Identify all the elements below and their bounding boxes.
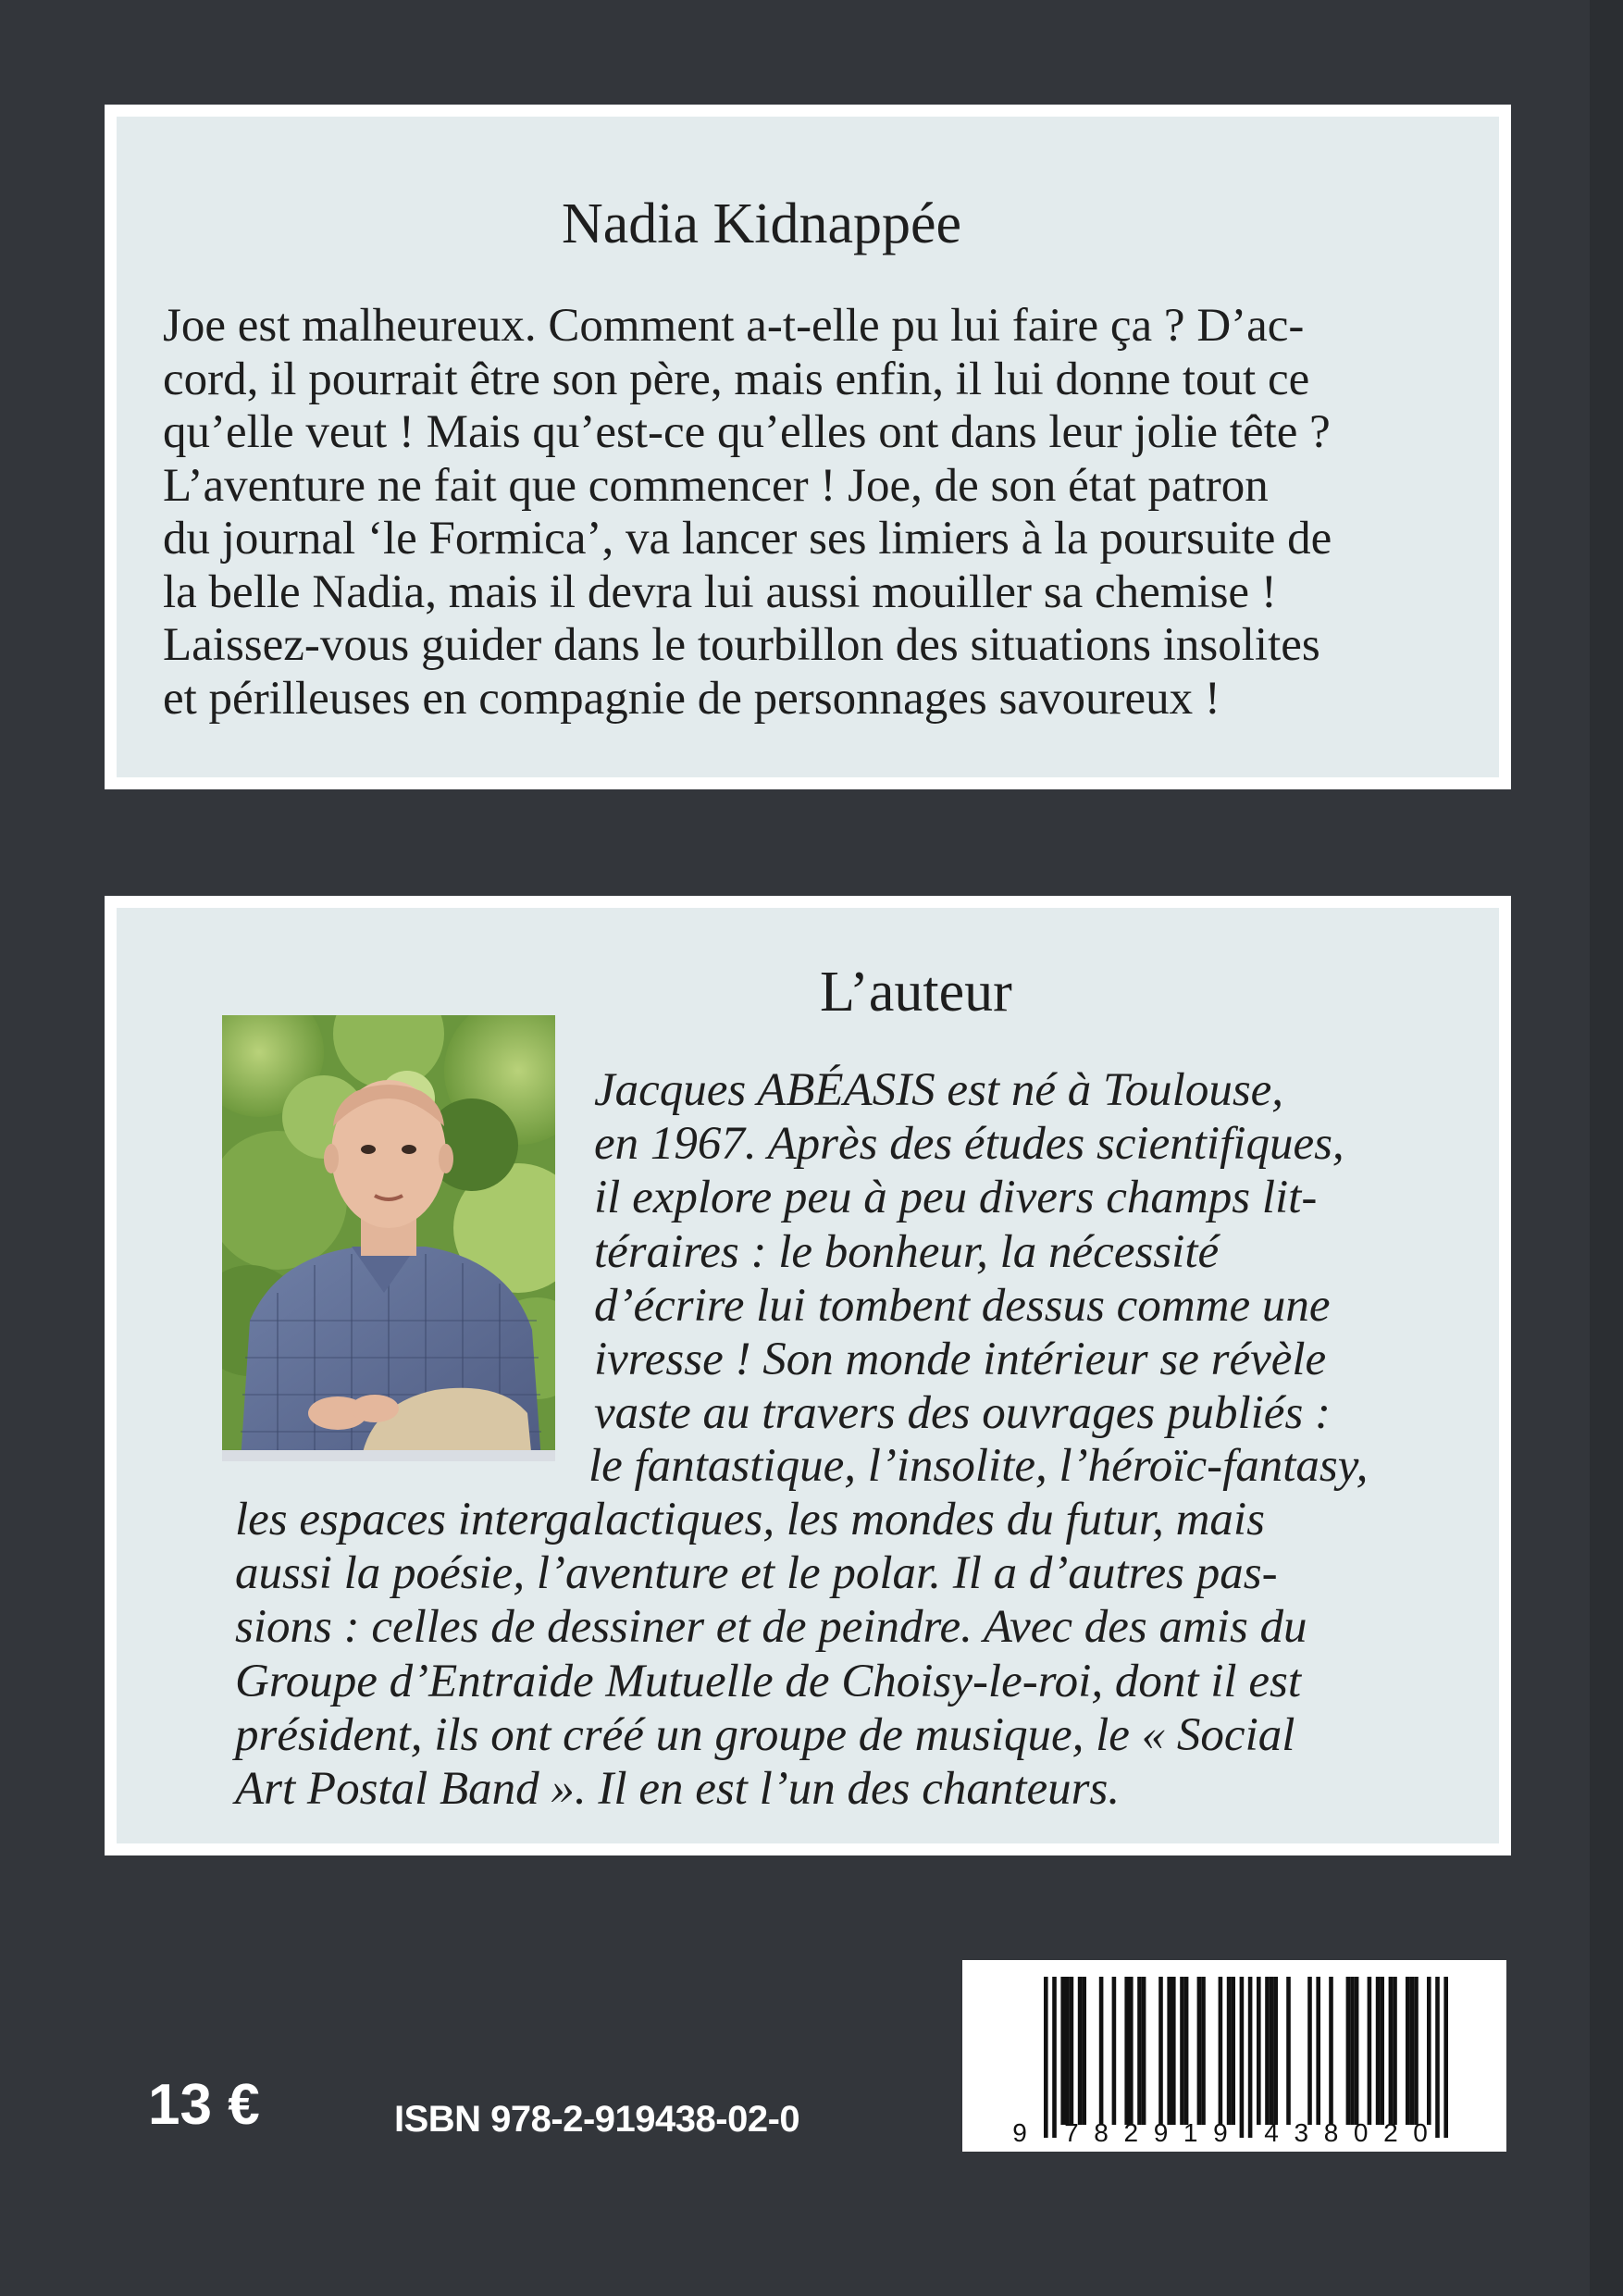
barcode-bar — [1350, 1977, 1355, 2125]
barcode-bar — [1142, 1977, 1146, 2125]
barcode-bar — [1265, 1977, 1270, 2125]
summary-panel — [105, 105, 1511, 789]
barcode-bar — [1137, 1977, 1142, 2125]
barcode-bar — [1286, 1977, 1291, 2125]
barcode-bar — [1316, 1977, 1320, 2125]
barcode-digit: 4 — [1264, 2118, 1279, 2147]
author-bio-line: les espaces intergalactiques, les mondes du futur, mais — [235, 1494, 1265, 1545]
barcode-digit: 8 — [1094, 2118, 1109, 2147]
barcode-digit: 2 — [1123, 2118, 1139, 2147]
author-bio-line: président, ils ont créé un groupe de musique, le « Social — [235, 1708, 1295, 1761]
barcode — [962, 1960, 1506, 2152]
barcode-bar — [1240, 1977, 1245, 2138]
barcode-bar — [1435, 1977, 1440, 2138]
barcode-bar — [1248, 1977, 1253, 2138]
barcode-bar — [1427, 1977, 1431, 2125]
barcode-bar — [1065, 1977, 1070, 2125]
summary-line: la belle Nadia, mais il devra lui aussi mouiller sa chemise ! — [163, 565, 1277, 618]
barcode-bar — [1376, 1977, 1381, 2125]
barcode-bar — [1099, 1977, 1104, 2125]
barcode-digit: 7 — [1064, 2118, 1079, 2147]
barcode-digits — [1012, 2118, 1428, 2147]
barcode-bar — [1070, 1977, 1074, 2125]
barcode-bar — [1197, 1977, 1202, 2125]
barcode-bar — [1171, 1977, 1176, 2125]
summary-line: du journal ‘le Formica’, va lancer ses limiers à la poursuite de — [163, 513, 1332, 565]
barcode-digit: 9 — [1153, 2118, 1169, 2147]
author-bio-line: téraires : le bonheur, la nécessité — [594, 1225, 1220, 1278]
barcode-graphic — [962, 1960, 1506, 2152]
summary-line: qu’elle veut ! Mais qu’est-ce qu’elles ont dans leur jolie tête ? — [163, 406, 1331, 458]
barcode-bar — [1355, 1977, 1359, 2125]
summary-line: L’aventure ne fait que commencer ! Joe, de son état patron — [163, 459, 1269, 512]
barcode-bar — [1201, 1977, 1206, 2125]
author-bio-line: Groupe d’Entraide Mutuelle de Choisy-le-roi, dont il est — [235, 1655, 1302, 1707]
barcode-bar — [1410, 1977, 1415, 2125]
barcode-bar — [1052, 1977, 1057, 2138]
author-bio-line: le fantastique, l’insolite, l’héroïc-fantasy, — [588, 1440, 1369, 1492]
barcode-digit: 9 — [1012, 2118, 1027, 2147]
summary-panel-inner — [117, 117, 1499, 777]
barcode-bar — [1231, 1977, 1235, 2125]
barcode-digit: 1 — [1183, 2118, 1198, 2147]
barcode-digit: 3 — [1294, 2118, 1309, 2147]
barcode-digit: 0 — [1353, 2118, 1369, 2147]
summary-line: Laissez-vous guider dans le tourbillon des situations insolites — [163, 619, 1320, 671]
book-title-text: Nadia Kidnappée — [561, 192, 962, 255]
isbn-label: ISBN 978-2-919438-02-0 — [394, 2099, 800, 2140]
author-bio-line: aussi la poésie, l’aventure et le polar. Il a d’autres pas- — [235, 1547, 1278, 1600]
barcode-bars — [1044, 1977, 1448, 2138]
author-bio-beside-photo — [594, 1063, 1344, 1440]
barcode-bar — [1443, 1977, 1448, 2138]
barcode-bar — [1414, 1977, 1419, 2125]
summary-line: et périlleuses en compagnie de personnages savoureux ! — [163, 672, 1220, 725]
summary-text — [163, 300, 1477, 726]
summary-line: cord, il pourrait être son père, mais enfin, il lui donne tout ce — [163, 353, 1310, 405]
barcode-bar — [1129, 1977, 1134, 2125]
author-bio-line: ivresse ! Son monde intérieur se révèle — [594, 1334, 1327, 1386]
barcode-bar — [1124, 1977, 1129, 2125]
author-section-title: L’auteur — [820, 961, 1012, 1024]
author-bio-line: Art Postal Band ». Il en est l’un des chanteurs. — [235, 1763, 1121, 1816]
barcode-bar — [1082, 1977, 1086, 2125]
barcode-bar — [1078, 1977, 1083, 2125]
barcode-bar — [1270, 1977, 1274, 2125]
author-bio-line: en 1967. Après des études scientifiques, — [594, 1118, 1344, 1171]
barcode-bar — [1380, 1977, 1384, 2125]
author-bio-full-width — [235, 1493, 1307, 1816]
author-bio-line: il explore peu à peu divers champs lit- — [594, 1172, 1318, 1224]
author-panel-inner — [117, 908, 1499, 1843]
barcode-bar — [1307, 1977, 1312, 2125]
barcode-bar — [1167, 1977, 1171, 2125]
barcode-bar — [1368, 1977, 1372, 2125]
barcode-bar — [1060, 1977, 1065, 2125]
barcode-digit: 9 — [1213, 2118, 1228, 2147]
barcode-bar — [1393, 1977, 1397, 2125]
author-bio-wide-line — [588, 1439, 1368, 1493]
barcode-bar — [1329, 1977, 1333, 2125]
barcode-bar — [1227, 1977, 1232, 2125]
barcode-digit: 2 — [1383, 2118, 1398, 2147]
barcode-bar — [1112, 1977, 1117, 2125]
barcode-bar — [1219, 1977, 1223, 2125]
book-title — [117, 192, 1499, 255]
barcode-bar — [1273, 1977, 1278, 2125]
summary-line: Joe est malheureux. Comment a-t-elle pu lui faire ça ? D’ac- — [163, 300, 1305, 352]
barcode-bar — [1257, 1977, 1261, 2125]
author-bio-line: sions : celles de dessiner et de peindre. Avec des amis du — [235, 1601, 1307, 1654]
barcode-bar — [1044, 1977, 1048, 2138]
author-bio-line: vaste au travers des ouvrages publiés : — [594, 1387, 1332, 1440]
barcode-bar — [1184, 1977, 1189, 2125]
price-label: 13 € — [148, 2073, 260, 2137]
barcode-digit: 0 — [1413, 2118, 1428, 2147]
barcode-bar — [1180, 1977, 1184, 2125]
author-panel — [105, 896, 1511, 1855]
author-bio-line: d’écrire lui tombent dessus comme une — [594, 1279, 1331, 1332]
barcode-bar — [1346, 1977, 1351, 2125]
barcode-bar — [1158, 1977, 1163, 2125]
author-bio-line: Jacques ABÉASIS est né à Toulouse, — [594, 1064, 1284, 1116]
spine-edge — [1590, 0, 1623, 2296]
author-portrait-photo — [222, 1015, 555, 1461]
barcode-bar — [1389, 1977, 1394, 2125]
barcode-bar — [1406, 1977, 1410, 2125]
barcode-digit: 8 — [1323, 2118, 1339, 2147]
